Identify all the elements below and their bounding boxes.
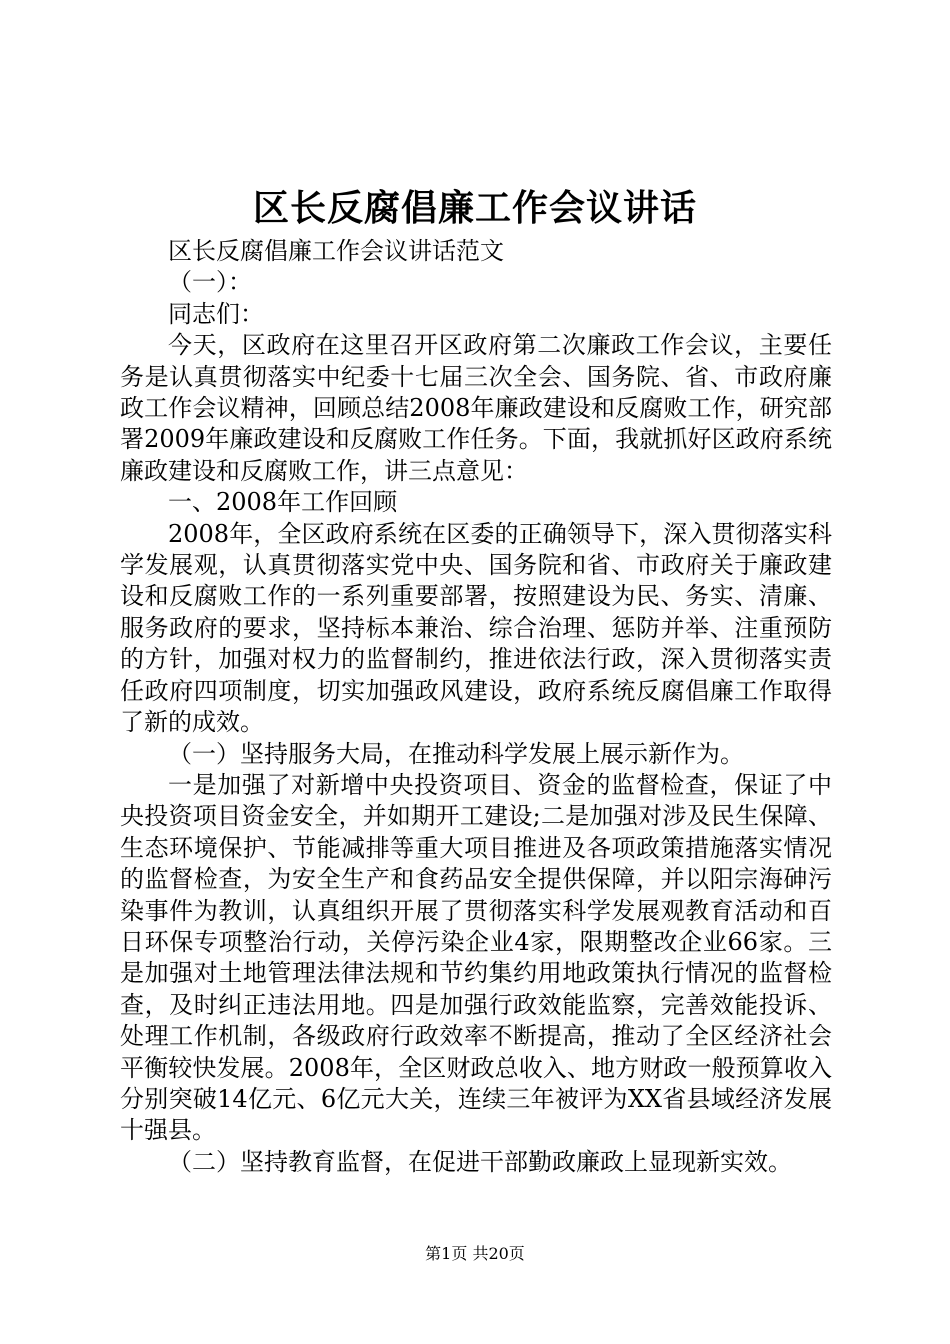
intro-paragraph: 今天，区政府在这里召开区政府第二次廉政工作会议，主要任务是认真贯彻落实中纪委十七届三次全会、国务院、省、市政府廉政工作会议精神，回顾总结2008年廉政建设和反腐败工作，研究部署2009年廉政建设和反腐败工作任务。下面，我就抓好区政府系统廉政建设和反腐败工作，讲三点意见： bbox=[120, 331, 832, 485]
section-heading-paragraph: 一、2008年工作回顾 bbox=[168, 488, 398, 517]
section-label-paragraph: （一）： bbox=[168, 268, 252, 297]
document-title: 区长反腐倡廉工作会议讲话 bbox=[252, 187, 697, 229]
subsection-heading-paragraph: （二）坚持教育监督，在促进干部勤政廉政上显现新实效。 bbox=[168, 1147, 792, 1176]
review-paragraph: 2008年，全区政府系统在区委的正确领导下，深入贯彻落实科学发展观，认真贯彻落实党中央、国务院和省、市政府关于廉政建设和反腐败工作的一系列重要部署，按照建设为民、务实、清廉、服务政府的要求，坚持标本兼治、综合治理、惩防并举、注重预防的方针，加强对权力的监督制约，推进依法行政，深入贯彻落实责任政府四项制度，切实加强政风建设，政府系统反腐倡廉工作取得了新的成效。 bbox=[120, 519, 832, 737]
details-paragraph: 一是加强了对新增中央投资项目、资金的监督检查，保证了中央投资项目资金安全，并如期开工建设;二是加强对涉及民生保障、生态环境保护、节能减排等重大项目推进及各项政策措施落实情况的监督检查，为安全生产和食药品安全提供保障，并以阳宗海砷污染事件为教训，认真组织开展了贯彻落实科学发展观教育活动和百日环保专项整治行动，关停污染企业4家，限期整改企业66家。三是加强对土地管理法律法规和节约集约用地政策执行情况的监督检查，及时纠正违法用地。四是加强行政效能监察，完善效能投诉、处理工作机制，各级政府行政效率不断提高，推动了全区经济社会平衡较快发展。2008年，全区财政总收入、地方财政一般预算收入分别突破14亿元、6亿元大关，连续三年被评为XX省县域经济发展十强县。 bbox=[120, 770, 832, 1145]
subsection-heading-paragraph: （一）坚持服务大局，在推动科学发展上展示新作为。 bbox=[168, 739, 744, 768]
subtitle-paragraph: 区长反腐倡廉工作会议讲话范文 bbox=[168, 237, 504, 265]
document-body bbox=[120, 236, 832, 1178]
page-footer: 第1页 共20页 bbox=[425, 1244, 525, 1263]
salutation-paragraph: 同志们： bbox=[168, 299, 264, 328]
